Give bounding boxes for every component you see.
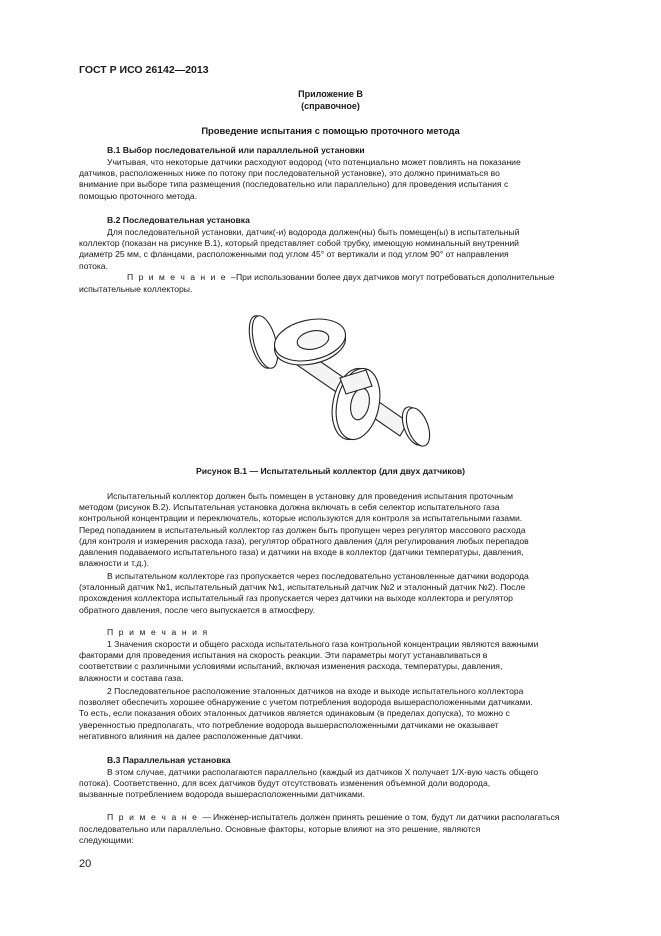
text-line: влажности и состава газа.: [79, 672, 184, 683]
note-text: При использовании более двух датчиков могут потребоваться дополнительные: [236, 272, 555, 282]
text-line: 1 Значения скорости и общего расхода испытательного газа контрольной концентрации являются важными: [107, 639, 539, 649]
document-code: ГОСТ Р ИСО 26142—2013: [79, 64, 209, 76]
text-line: следующими:: [79, 835, 134, 846]
text-line: датчиков, расположенных ниже по потоку при последовательной установке), это должно приниматься во: [79, 168, 500, 179]
text-line: То есть, если показания обоих эталонных датчиков является одинаковым (в пределах допуска), то можно с: [79, 708, 510, 719]
text-line: факторами для проведения испытания на скорость реакции. Эти параметры могут устанавливаться в: [79, 650, 488, 661]
text-line: вызванные потреблением водорода вышерасположенными датчиками.: [79, 789, 366, 800]
section-b2-text: [79, 227, 585, 272]
page-number: 20: [79, 858, 92, 870]
note-text-line2: испытательные коллекторы.: [79, 284, 193, 294]
text-line: диаметр 25 мм, с фланцами, расположенными под углом 45° от вертикали и под углом 90° от направления: [79, 249, 509, 260]
text-line: внимание при выборе типа размещения (последовательно или параллельно) для проведения испытания с: [79, 179, 509, 190]
section-b3-text: [79, 767, 613, 801]
text-line: соответствии с различными условиями испытаний, включая изменения расхода, температуры, давления,: [79, 661, 503, 672]
figure-caption: Рисунок В.1 — Испытательный коллектор (для двух датчиков): [196, 466, 465, 476]
text-line: Для последовательной установки, датчик(-и) водорода должен(ны) быть помещен(ы) в испытательный: [107, 227, 520, 237]
text-line: В этом случае, датчики располагаются параллельно (каждый из датчиков X получает 1/X-вую часть общего: [107, 767, 539, 777]
test-manifold-figure: [240, 300, 470, 458]
text-line: 2 Последовательное расположение эталонных датчиков на входе и выходе испытательного коллектора: [107, 686, 524, 696]
text-line: помощью проточного метода.: [79, 190, 198, 201]
text-line: контрольной концентрации и переключатель, которые используются для контроля за испытательными газами.: [79, 513, 523, 524]
annex-heading: Проведение испытания с помощью проточного метода: [201, 125, 460, 136]
note-2: [79, 686, 613, 742]
text-line: негативного влияния на далее расположенные датчики.: [79, 730, 304, 741]
text-line: давления подаваемого испытательного газа) и датчики на входе в коллектор (датчики температуры, давления,: [79, 547, 524, 558]
text-line: позволяет обеспечить хорошее обнаружение с учетом потребления водорода вышерасположенными датчиками.: [79, 697, 533, 708]
text-line: влажности и т.д.).: [79, 558, 150, 569]
paragraph-gas-flow: [79, 571, 613, 616]
text-line: методом (рисунок В.2). Испытательная установка должна включать в себя селектор испытательного газа: [79, 502, 500, 513]
section-b3-title: В.3 Параллельная установка: [107, 755, 231, 765]
text-line: прохождения коллектора испытательный газ пропускается через датчики на выходе коллектора и регулятор: [79, 593, 513, 604]
text-line: Учитывая, что некоторые датчики расходуют водород (что потенциально может повлиять на показание: [107, 157, 521, 167]
text-line: (для контроля и измерения расхода газа), регулятор обратного давления (для регулирования любых перепадов: [79, 535, 529, 546]
section-b1-title: В.1 Выбор последовательной или параллельной установки: [107, 145, 365, 155]
text-line: Перед попаданием в испытательный коллектор газ должен быть пропущен через регулятор массового расхода: [79, 524, 526, 535]
paragraph-manifold-setup: [79, 491, 613, 569]
text-line: (эталонный датчик №1, испытательный датчик №1, испытательный датчик №2 и эталонный датчик №2). После: [79, 582, 526, 593]
b3-note-label: П р и м е ч а н е —: [107, 812, 213, 822]
note-1: [79, 639, 613, 684]
annex-title: Приложение В: [298, 89, 363, 99]
section-b2-title: В.2 Последовательная установка: [107, 215, 250, 225]
text-line: уверенностью предполагать, что потребление водорода вышерасположенными датчиками не оказывает: [79, 719, 499, 730]
text-line: В испытательном коллекторе газ пропускается через последовательно установленные датчики водорода: [107, 571, 529, 581]
annex-kind: (справочное): [301, 101, 360, 111]
b3-note-continuation: [79, 824, 613, 846]
text-line: Испытательный коллектор должен быть помещен в установку для проведения испытания проточным: [107, 491, 514, 501]
section-b1-text: [79, 157, 585, 202]
text-line: потока.: [79, 260, 108, 271]
text-line: последовательно или параллельно. Основные факторы, которые влияют на это решение, являются: [79, 824, 481, 834]
note-label: П р и м е ч а н и е –: [127, 272, 238, 282]
text-line: коллектор (показан на рисунке В.1), который представляет собой трубку, имеющую номинальный внутренний: [79, 238, 519, 249]
b3-note-text: Инженер-испытатель должен принять решение о том, будут ли датчики располагаться: [213, 812, 560, 822]
text-line: потока). Соответственно, для всех датчиков будут отсутствовать изменения объемной доли водорода,: [79, 778, 491, 789]
text-line: обратного давления, после чего выпускается в атмосферу.: [79, 604, 315, 615]
notes-heading: П р и м е ч а н и я: [107, 627, 209, 637]
